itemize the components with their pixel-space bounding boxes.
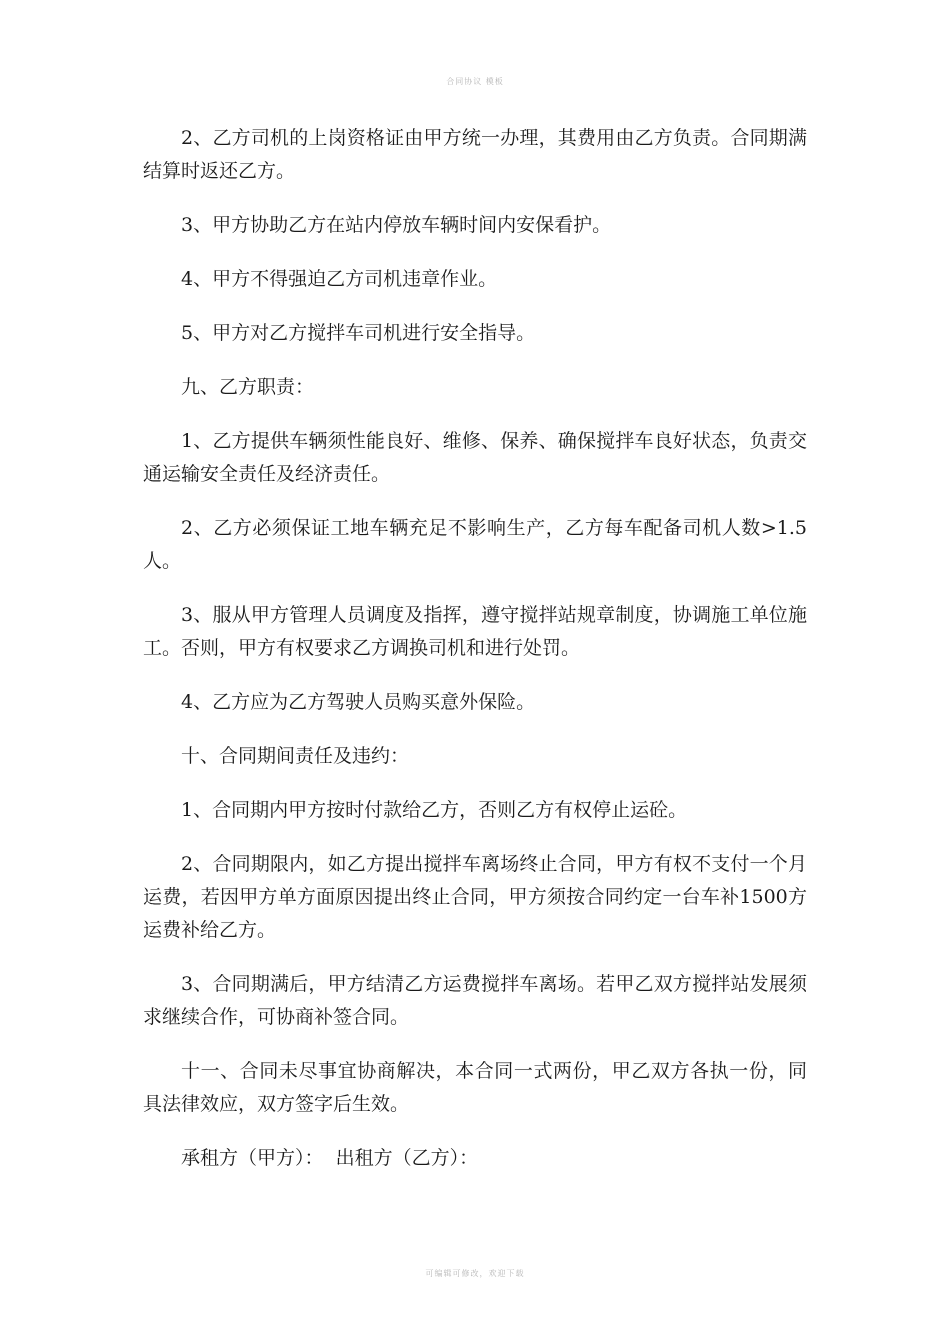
section-11: 十一、合同未尽事宜协商解决，本合同一式两份，甲乙双方各执一份，同具法律效应，双方签字后生效。: [143, 1060, 807, 1115]
clause-9-3: 3、服从甲方管理人员调度及指挥，遵守搅拌站规章制度，协调施工单位施工。否则，甲方有权要求乙方调换司机和进行处罚。: [143, 604, 807, 659]
section-9-heading: 九、乙方职责：: [181, 376, 315, 398]
clause-10-2: 2、合同期限内，如乙方提出搅拌车离场终止合同，甲方有权不支付一个月运费，若因甲方单方面原因提出终止合同，甲方须按合同约定一台车补1500方运费补给乙方。: [143, 853, 807, 941]
clause-9-2: 2、乙方必须保证工地车辆充足不影响生产，乙方每车配备司机人数>1.5人。: [143, 517, 807, 572]
page-header: 合同协议 模板: [446, 77, 504, 86]
document-body: [143, 122, 807, 1175]
clause-8-4: 4、甲方不得强迫乙方司机违章作业。: [181, 268, 498, 290]
clause-8-5: 5、甲方对乙方搅拌车司机进行安全指导。: [181, 322, 536, 344]
page-footer: 可编辑可修改，欢迎下载: [425, 1269, 525, 1278]
section-10-heading: 十、合同期间责任及违约：: [181, 745, 410, 767]
clause-8-3: 3、甲方协助乙方在站内停放车辆时间内安保看护。: [181, 214, 612, 236]
clause-8-2: 2、乙方司机的上岗资格证由甲方统一办理，其费用由乙方负责。合同期满结算时返还乙方。: [143, 127, 807, 182]
clause-9-1: 1、乙方提供车辆须性能良好、维修、保养、确保搅拌车良好状态，负责交通运输安全责任及经济责任。: [143, 430, 807, 485]
clause-10-1: 1、合同期内甲方按时付款给乙方，否则乙方有权停止运砼。: [181, 799, 688, 821]
signature-line: 承租方（甲方）： 出租方（乙方）：: [181, 1147, 479, 1169]
clause-10-3: 3、合同期满后，甲方结清乙方运费搅拌车离场。若甲乙双方搅拌站发展须求继续合作，可协商补签合同。: [143, 973, 807, 1028]
clause-9-4: 4、乙方应为乙方驾驶人员购买意外保险。: [181, 691, 536, 713]
